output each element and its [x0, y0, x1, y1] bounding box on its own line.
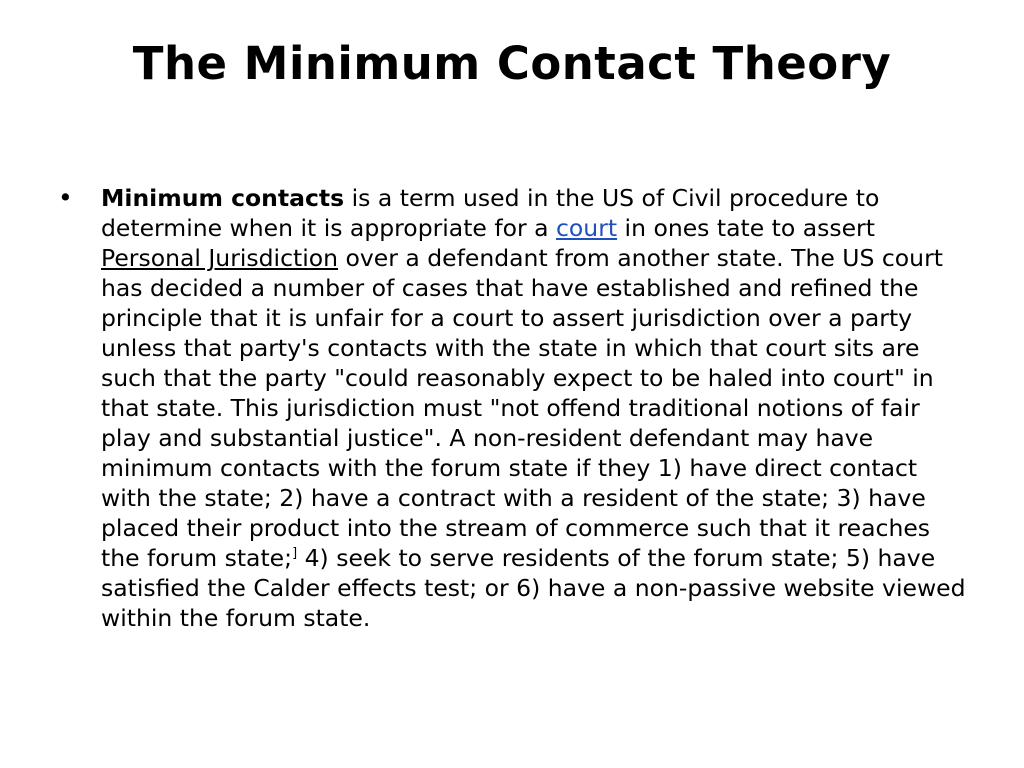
term-minimum-contacts: Minimum contacts — [101, 184, 345, 212]
slide-title: The Minimum Contact Theory — [132, 37, 892, 90]
paragraph-text-1: is a term used in the US of Civil procedure to determine when it is appropriate for a — [101, 184, 880, 242]
bullet-icon: • — [58, 183, 73, 212]
bullet-paragraph — [101, 183, 971, 633]
slide-content — [58, 183, 978, 633]
court-link[interactable]: court — [556, 214, 618, 242]
citation-mark: ] — [292, 546, 298, 562]
paragraph-text-3: over a defendant from another state. The US court has decided a number of cases that have established and refined the principle that it is unfair for a court to assert jurisdiction over a party unless that party's contacts with the state in which that court sits are such that the party "could reasonably expect to be haled into court" in that state. This jurisdiction must "not offend traditional notions of fair play and substantial justice". A non-resident defendant may have minimum contacts with the forum state if they 1) have direct contact with the state; 2) have a contract with a resident of the state; 3) have placed their product into the stream of commerce such that it reaches the forum state; — [101, 244, 943, 572]
bullet-item — [58, 183, 978, 633]
paragraph-text-2: in ones tate to assert — [617, 214, 875, 242]
personal-jurisdiction-link[interactable]: Personal Jurisdiction — [101, 244, 339, 272]
paragraph-text-4: 4) seek to serve residents of the forum state; 5) have satisfied the Calder effects test; or 6) have a non-passive website viewed within the forum state. — [101, 544, 966, 632]
